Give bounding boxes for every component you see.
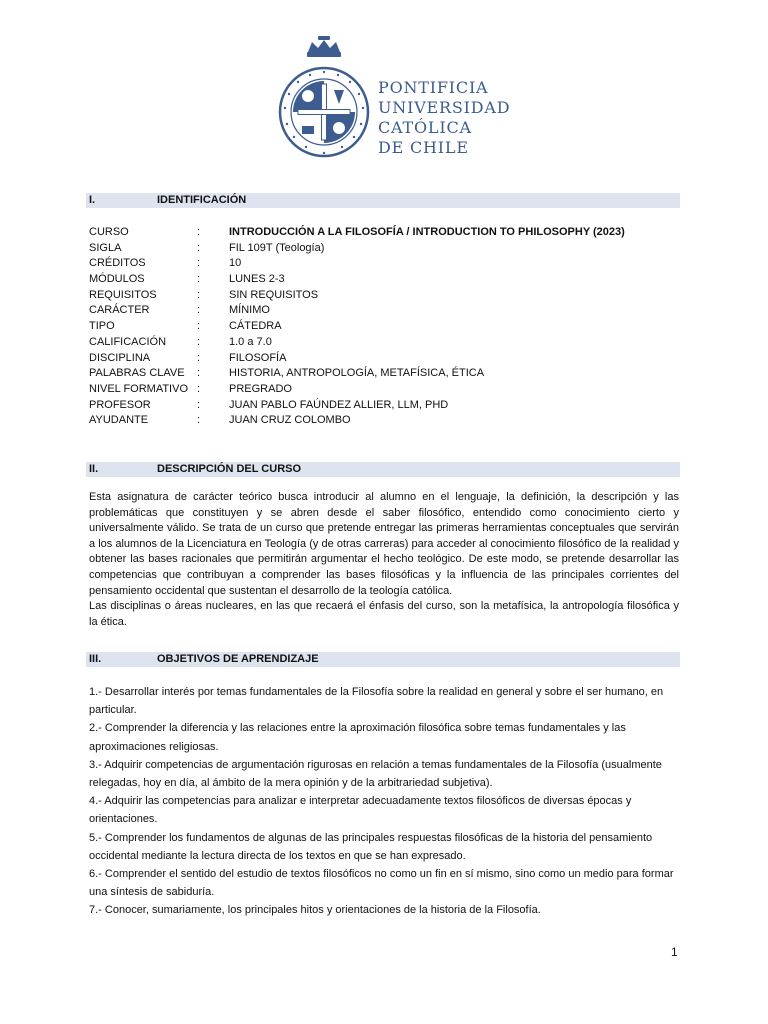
field-separator: : (197, 414, 201, 427)
id-row-creditos (89, 256, 679, 272)
id-row-caracter (89, 303, 679, 319)
section-title: OBJETIVOS DE APRENDIZAJE (157, 653, 319, 665)
field-separator: : (197, 241, 201, 254)
field-separator: : (197, 304, 201, 317)
field-separator: : (197, 288, 201, 301)
field-value: LUNES 2-3 (229, 273, 285, 286)
field-separator: : (197, 257, 201, 270)
field-label: REQUISITOS (89, 288, 157, 301)
objectives-list (89, 683, 679, 920)
description-paragraph: Las disciplinas o áreas nucleares, en las que recaerá el énfasis del curso, son la metafísica, la antropología filosófica y la ética. (89, 600, 679, 628)
section-number: II. (89, 463, 99, 475)
field-value: 1.0 a 7.0 (229, 335, 272, 348)
field-value: MÍNIMO (229, 304, 270, 317)
objective-item: 7.- Conocer, sumariamente, los principales hitos y orientaciones de la historia de la Filosofía. (89, 904, 541, 917)
section-header-descripcion (86, 462, 680, 477)
identification-table (89, 225, 679, 429)
field-value: JUAN CRUZ COLOMBO (229, 414, 351, 427)
field-label: AYUDANTE (89, 414, 149, 427)
id-row-ayudante (89, 413, 679, 429)
field-value: FIL 109T (Teología) (229, 241, 325, 254)
section-header-objetivos (86, 652, 680, 667)
id-row-curso (89, 225, 679, 241)
university-name-line-4: DE CHILE (378, 138, 469, 157)
section-title: IDENTIFICACIÓN (157, 194, 247, 206)
field-label: PROFESOR (89, 398, 151, 411)
field-value: PREGRADO (229, 382, 292, 395)
university-logo (278, 34, 511, 164)
field-label: CRÉDITOS (89, 257, 146, 270)
field-value: SIN REQUISITOS (229, 288, 319, 301)
university-name-line-1: PONTIFICIA (378, 78, 489, 97)
section-title: DESCRIPCIÓN DEL CURSO (157, 463, 302, 475)
field-value: FILOSOFÍA (229, 351, 287, 364)
field-separator: : (197, 382, 201, 395)
field-label: MÓDULOS (89, 273, 145, 286)
description-paragraph: Esta asignatura de carácter teórico busca introducir al alumno en el lenguaje, la definición, la descripción y las problemáticas que constituyen y se abren desde el saber filosófico, entendido como conocimiento cierto y universalmente válido. Se trata de un curso que pretende entregar las primeras herramientas conceptuales que servirán a los alumnos de la Licenciatura en Teología (y de otras carreras) para acceder al conocimiento filosófico de la realidad y obtener las bases racionales que permitirán argumentar el hecho teológico. De este modo, se pretende desarrollar las competencias que contribuyan a comprender las bases filosóficas y la influencia de las principales corrientes del pensamiento occidental que sustentan el desarrollo de la teología católica. (89, 491, 679, 597)
field-label: PALABRAS CLAVE (89, 367, 185, 380)
university-seal-icon (278, 34, 370, 162)
field-value: CÁTEDRA (229, 320, 282, 333)
field-separator: : (197, 398, 201, 411)
field-separator: : (197, 335, 201, 348)
id-row-tipo (89, 319, 679, 335)
field-label: TIPO (89, 320, 115, 333)
university-name (378, 78, 510, 158)
field-value: JUAN PABLO FAÚNDEZ ALLIER, LLM, PHD (229, 398, 449, 411)
objective-item: 1.- Desarrollar interés por temas fundamentales de la Filosofía sobre la realidad en general y sobre el ser humano, en particular. (89, 686, 664, 717)
university-name-line-2: UNIVERSIDAD (378, 98, 511, 117)
id-row-requisitos (89, 288, 679, 304)
field-label: CALIFICACIÓN (89, 335, 167, 348)
objective-item: 6.- Comprender el sentido del estudio de textos filosóficos no como un fin en sí mismo, sino como un medio para formar una síntesis de sabiduría. (89, 868, 674, 899)
objective-item: 5.- Comprender los fundamentos de algunas de las principales respuestas filosóficas de la historia del pensamiento occidental mediante la lectura directa de los textos en que se han expresado. (89, 831, 653, 862)
field-value: INTRODUCCIÓN A LA FILOSOFÍA / INTRODUCTION TO PHILOSOPHY (2023) (229, 226, 625, 238)
id-row-disciplina (89, 351, 679, 367)
objective-item: 2.- Comprender la diferencia y las relaciones entre la aproximación filosófica sobre temas fundamentales y las aproximaciones religiosas. (89, 722, 626, 753)
id-row-profesor (89, 398, 679, 414)
page-number: 1 (671, 945, 678, 959)
id-row-modulos (89, 272, 679, 288)
field-separator: : (197, 273, 201, 286)
course-description (89, 490, 679, 630)
id-row-calificacion (89, 335, 679, 351)
id-row-sigla (89, 241, 679, 257)
section-header-identificacion (86, 193, 680, 208)
university-name-line-3: CATÓLICA (378, 118, 472, 137)
field-label: DISCIPLINA (89, 351, 151, 364)
section-number: III. (89, 653, 102, 665)
field-value: 10 (229, 257, 242, 270)
field-separator: : (197, 367, 201, 380)
id-row-palabras-clave (89, 366, 679, 382)
field-separator: : (197, 226, 201, 238)
field-label: NIVEL FORMATIVO (89, 382, 189, 395)
field-label: CURSO (89, 226, 129, 238)
id-row-nivel-formativo (89, 382, 679, 398)
section-number: I. (89, 194, 96, 206)
field-label: SIGLA (89, 241, 122, 254)
field-label: CARÁCTER (89, 304, 150, 317)
objective-item: 4.- Adquirir las competencias para analizar e interpretar adecuadamente textos filosóficos de diversas épocas y orientaciones. (89, 795, 632, 826)
field-separator: : (197, 351, 201, 364)
field-separator: : (197, 320, 201, 333)
objective-item: 3.- Adquirir competencias de argumentación rigurosas en relación a temas fundamentales de la Filosofía (usualmente relegadas, hoy en día, al ámbito de la mera opinión y de la arbitrariedad subjetiva). (89, 758, 662, 790)
field-value: HISTORIA, ANTROPOLOGÍA, METAFÍSICA, ÉTICA (229, 367, 485, 380)
